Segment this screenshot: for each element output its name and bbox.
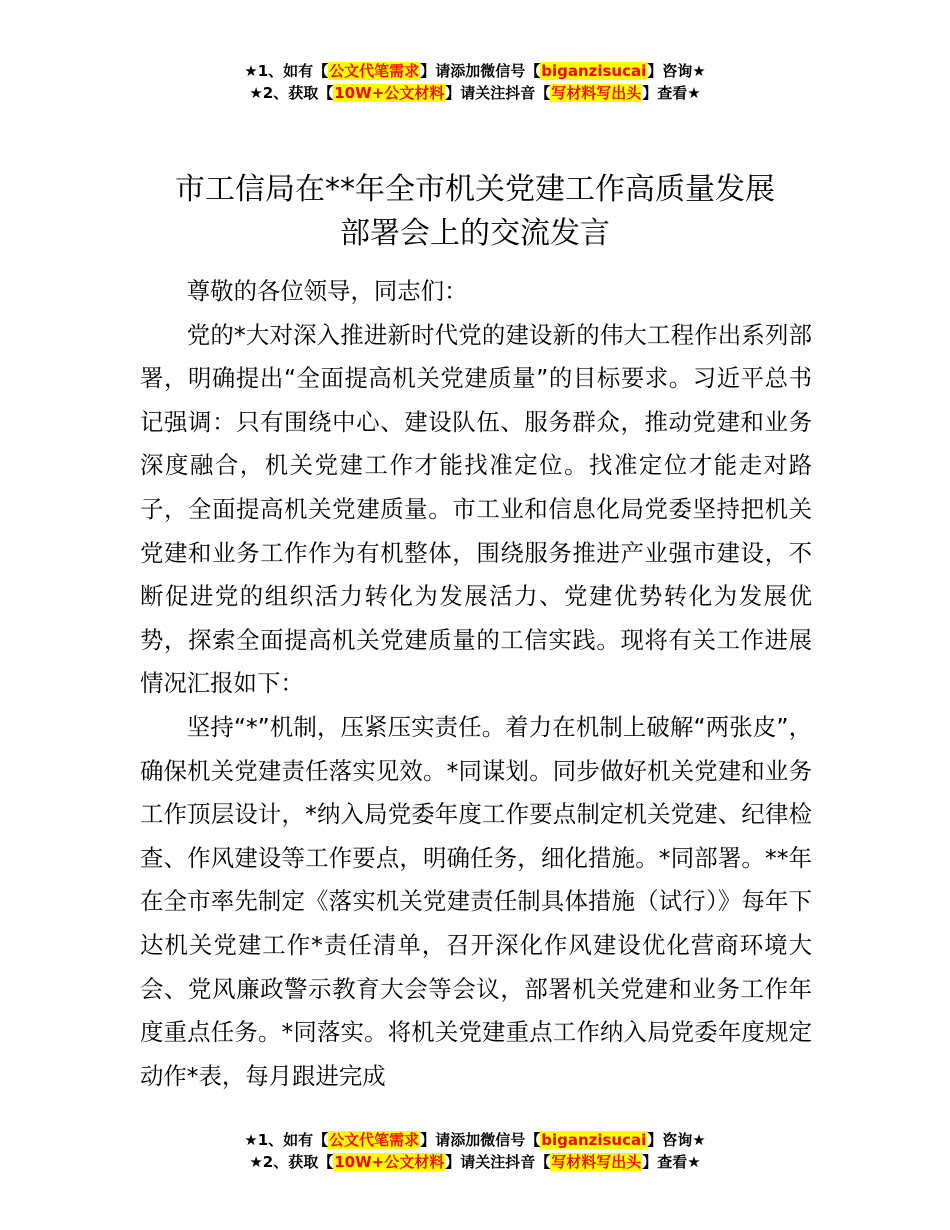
footer-line2-suffix: 】查看★ (642, 1153, 701, 1171)
document-title (120, 168, 830, 256)
header-ad-banner (0, 60, 950, 104)
footer-banner-line-2 (0, 1151, 950, 1173)
header-banner-line-2 (0, 82, 950, 104)
footer-line2-highlight-douyin: 写材料写出头 (551, 1153, 642, 1171)
footer-line2-middle: 】请关注抖音【 (445, 1153, 551, 1171)
footer-banner-line-1 (0, 1129, 950, 1151)
body-paragraph-1: 党的*大对深入推进新时代党的建设新的伟大工程作出系列部署，明确提出“全面提高机关党建质量”的目标要求。习近平总书记强调：只有围绕中心、建设队伍、服务群众，推动党建和业务深度融合，机关党建工作才能找准定位。找准定位才能走对路子，全面提高机关党建质量。市工业和信息化局党委坚持把机关党建和业务工作作为有机整体，围绕服务推进产业强市建设，不断促进党的组织活力转化为发展活力、党建优势转化为发展优势，探索全面提高机关党建质量的工信实践。现将有关工作进展情况汇报如下： (140, 320, 812, 698)
header-line2-prefix: ★2、获取【 (249, 84, 334, 102)
footer-ad-banner (0, 1129, 950, 1173)
header-line1-suffix: 】咨询★ (647, 62, 706, 80)
document-title-line-2: 部署会上的交流发言 (340, 216, 610, 251)
greeting-paragraph: 尊敬的各位领导，同志们： (186, 277, 468, 305)
header-line2-highlight-materials: 10W+公文材料 (334, 84, 445, 102)
header-line2-suffix: 】查看★ (642, 84, 701, 102)
body-paragraph-2: 坚持“*”机制，压紧压实责任。着力在机制上破解“两张皮”，确保机关党建责任落实见效。*同谋划。同步做好机关党建和业务工作顶层设计，*纳入局党委年度工作要点制定机关党建、纪律检查、作风建设等工作要点，明确任务，细化措施。*同部署。**年在全市率先制定《落实机关党建责任制具体措施（试行）》每年下达机关党建工作*责任清单，召开深化作风建设优化营商环境大会、党风廉政警示教育大会等会议，部署机关党建和业务工作年度重点任务。*同落实。将机关党建重点工作纳入局党委年度规定动作*表，每月跟进完成 (140, 712, 812, 1090)
document-title-line-1: 市工信局在**年全市机关党建工作高质量发展 (175, 172, 775, 207)
header-line1-middle: 】请添加微信号【 (420, 62, 541, 80)
footer-line1-middle: 】请添加微信号【 (420, 1131, 541, 1149)
header-line1-highlight-service: 公文代笔需求 (329, 62, 420, 80)
footer-line2-prefix: ★2、获取【 (249, 1153, 334, 1171)
footer-line2-highlight-materials: 10W+公文材料 (334, 1153, 445, 1171)
header-banner-line-1 (0, 60, 950, 82)
document-body (140, 270, 812, 1098)
footer-line1-highlight-wechat-id: biganzisucai (541, 1131, 647, 1149)
footer-line1-prefix: ★1、如有【 (244, 1131, 329, 1149)
header-line1-highlight-wechat-id: biganzisucai (541, 62, 647, 80)
footer-line1-highlight-service: 公文代笔需求 (329, 1131, 420, 1149)
header-line2-middle: 】请关注抖音【 (445, 84, 551, 102)
header-line1-prefix: ★1、如有【 (244, 62, 329, 80)
footer-line1-suffix: 】咨询★ (647, 1131, 706, 1149)
header-line2-highlight-douyin: 写材料写出头 (551, 84, 642, 102)
